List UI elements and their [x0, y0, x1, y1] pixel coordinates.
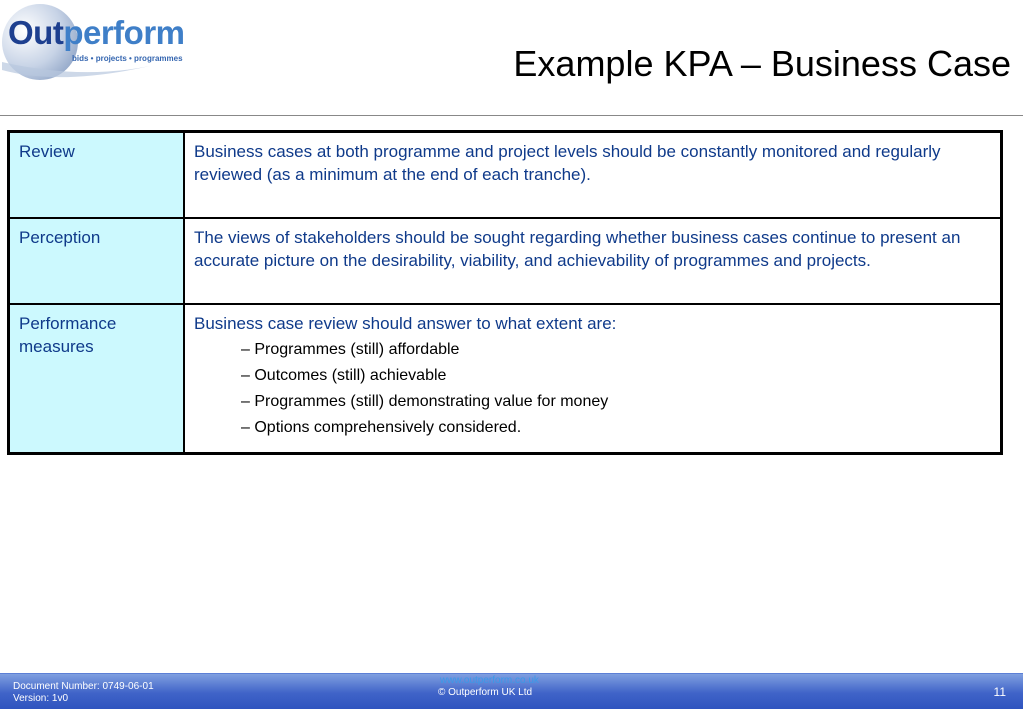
row-label-review: Review — [9, 132, 185, 219]
document-version: Version: 1v0 — [13, 693, 69, 704]
table-row — [9, 218, 1002, 304]
outperform-logo — [0, 0, 200, 90]
list-item: – Options comprehensively considered. — [241, 419, 522, 436]
logo-tagline: bids • projects • programmes — [72, 54, 183, 63]
list-item: – Programmes (still) affordable — [241, 341, 460, 358]
page-number: 11 — [993, 685, 1006, 699]
performance-intro: Business case review should answer to what extent are: — [194, 314, 617, 333]
table-row — [9, 304, 1002, 454]
list-item: – Outcomes (still) achievable — [241, 367, 447, 384]
list-item: – Programmes (still) demonstrating value for money — [241, 393, 609, 410]
row-label-perception: Perception — [9, 218, 185, 304]
document-number: Document Number: 0749-06-01 — [13, 681, 154, 692]
performance-measures-list — [194, 337, 991, 441]
logo-wordmark: Outperform — [8, 14, 185, 51]
footer-bar — [0, 673, 1023, 709]
row-label-performance-measures: Performance measures — [9, 304, 185, 454]
copyright-notice: © Outperform UK Ltd — [438, 687, 533, 698]
row-text-performance-measures — [184, 304, 1002, 454]
row-text-perception: The views of stakeholders should be sought regarding whether business cases continue to present an accurate picture on the desirability, viability, and achievability of programmes and projects. — [184, 218, 1002, 304]
page-title: Example KPA – Business Case — [513, 43, 1011, 84]
website-link[interactable]: www.outperform.co.uk — [440, 675, 539, 686]
table-row — [9, 132, 1002, 219]
row-text-review: Business cases at both programme and project levels should be constantly monitored and regularly reviewed (as a minimum at the end of each tranche). — [184, 132, 1002, 219]
kpa-table — [7, 130, 1003, 455]
title-divider — [0, 115, 1023, 116]
